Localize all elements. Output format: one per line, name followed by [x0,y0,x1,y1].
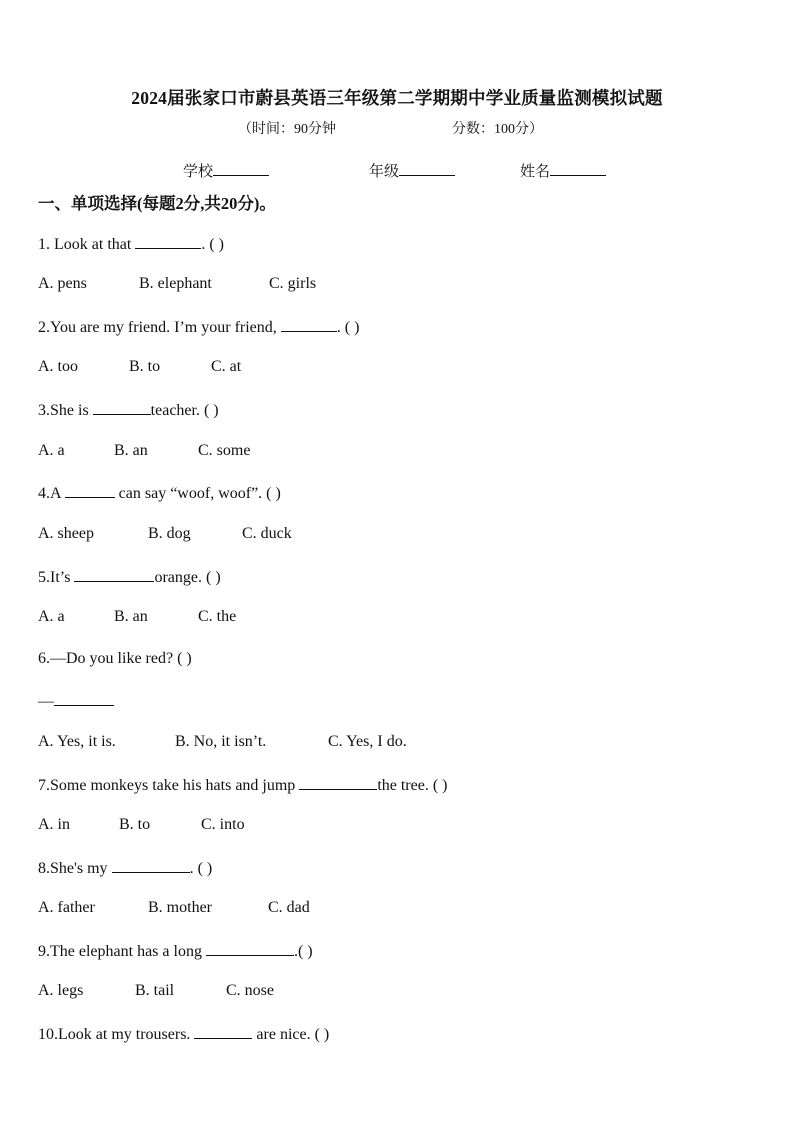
option-a[interactable]: A. sheep [38,525,94,542]
option-c[interactable]: C. dad [268,899,310,916]
score-label: 分数：100分） [452,122,543,137]
options-3 [38,442,250,460]
answer-blank[interactable] [112,858,190,873]
option-c[interactable]: C. duck [242,525,292,542]
school-blank[interactable] [213,161,269,176]
question-9: 9.The elephant has a long .( ) [38,943,313,960]
answer-blank[interactable] [65,483,115,498]
option-c[interactable]: C. nose [226,982,274,999]
option-a[interactable]: A. Yes, it is. [38,733,116,750]
school-field: 学校 [183,160,269,181]
option-a[interactable]: A. a [38,608,65,625]
option-b[interactable]: B. elephant [139,275,212,292]
grade-blank[interactable] [399,161,455,176]
time-label: （时间：90分钟 [238,122,336,137]
options-4 [38,525,292,543]
options-7 [38,816,245,834]
options-6 [38,733,407,751]
answer-blank[interactable] [54,691,114,706]
option-c[interactable]: C. Yes, I do. [328,733,407,750]
question-1: 1. Look at that . ( ) [38,236,224,253]
options-2 [38,358,241,376]
answer-blank[interactable] [299,775,377,790]
question-8: 8.She's my . ( ) [38,860,213,877]
answer-blank[interactable] [135,234,201,249]
answer-blank[interactable] [281,317,337,332]
option-b[interactable]: B. an [114,608,148,625]
answer-blank[interactable] [194,1024,252,1039]
option-b[interactable]: B. an [114,442,148,459]
option-a[interactable]: A. legs [38,982,84,999]
answer-line-6: — [38,691,114,711]
options-5 [38,608,236,626]
question-4: 4.A can say “woof, woof”. ( ) [38,485,281,502]
exam-title: 2024届张家口市蔚县英语三年级第二学期期中学业质量监测模拟试题 [131,88,663,108]
option-c[interactable]: C. girls [269,275,317,292]
options-9 [38,982,274,1000]
option-a[interactable]: A. too [38,358,78,375]
answer-blank[interactable] [206,941,294,956]
question-2: 2.You are my friend. I’m your friend, . ( ) [38,319,360,336]
name-blank[interactable] [550,161,606,176]
name-field: 姓名 [520,160,606,181]
option-a[interactable]: A. father [38,899,95,916]
question-3: 3.She is teacher. ( ) [38,402,219,419]
options-8 [38,899,310,917]
question-6: 6.—Do you like red? ( ) [38,650,192,667]
option-c[interactable]: C. at [211,358,242,375]
option-b[interactable]: B. dog [148,525,191,542]
section-title: 一、单项选择(每题2分,共20分)。 [38,194,276,213]
option-a[interactable]: A. in [38,816,70,833]
grade-field: 年级 [369,160,455,181]
option-b[interactable]: B. No, it isn’t. [175,733,267,750]
option-b[interactable]: B. to [119,816,151,833]
option-b[interactable]: B. to [129,358,161,375]
question-10: 10.Look at my trousers. are nice. ( ) [38,1026,330,1043]
option-c[interactable]: C. into [201,816,245,833]
answer-blank[interactable] [74,567,154,582]
option-a[interactable]: A. pens [38,275,87,292]
question-5: 5.It’s orange. ( ) [38,569,221,586]
option-b[interactable]: B. mother [148,899,212,916]
question-7: 7.Some monkeys take his hats and jump the tree. ( ) [38,777,448,794]
option-b[interactable]: B. tail [135,982,175,999]
option-c[interactable]: C. some [198,442,251,459]
option-a[interactable]: A. a [38,442,65,459]
options-1 [38,275,316,293]
option-c[interactable]: C. the [198,608,237,625]
answer-blank[interactable] [93,400,151,415]
